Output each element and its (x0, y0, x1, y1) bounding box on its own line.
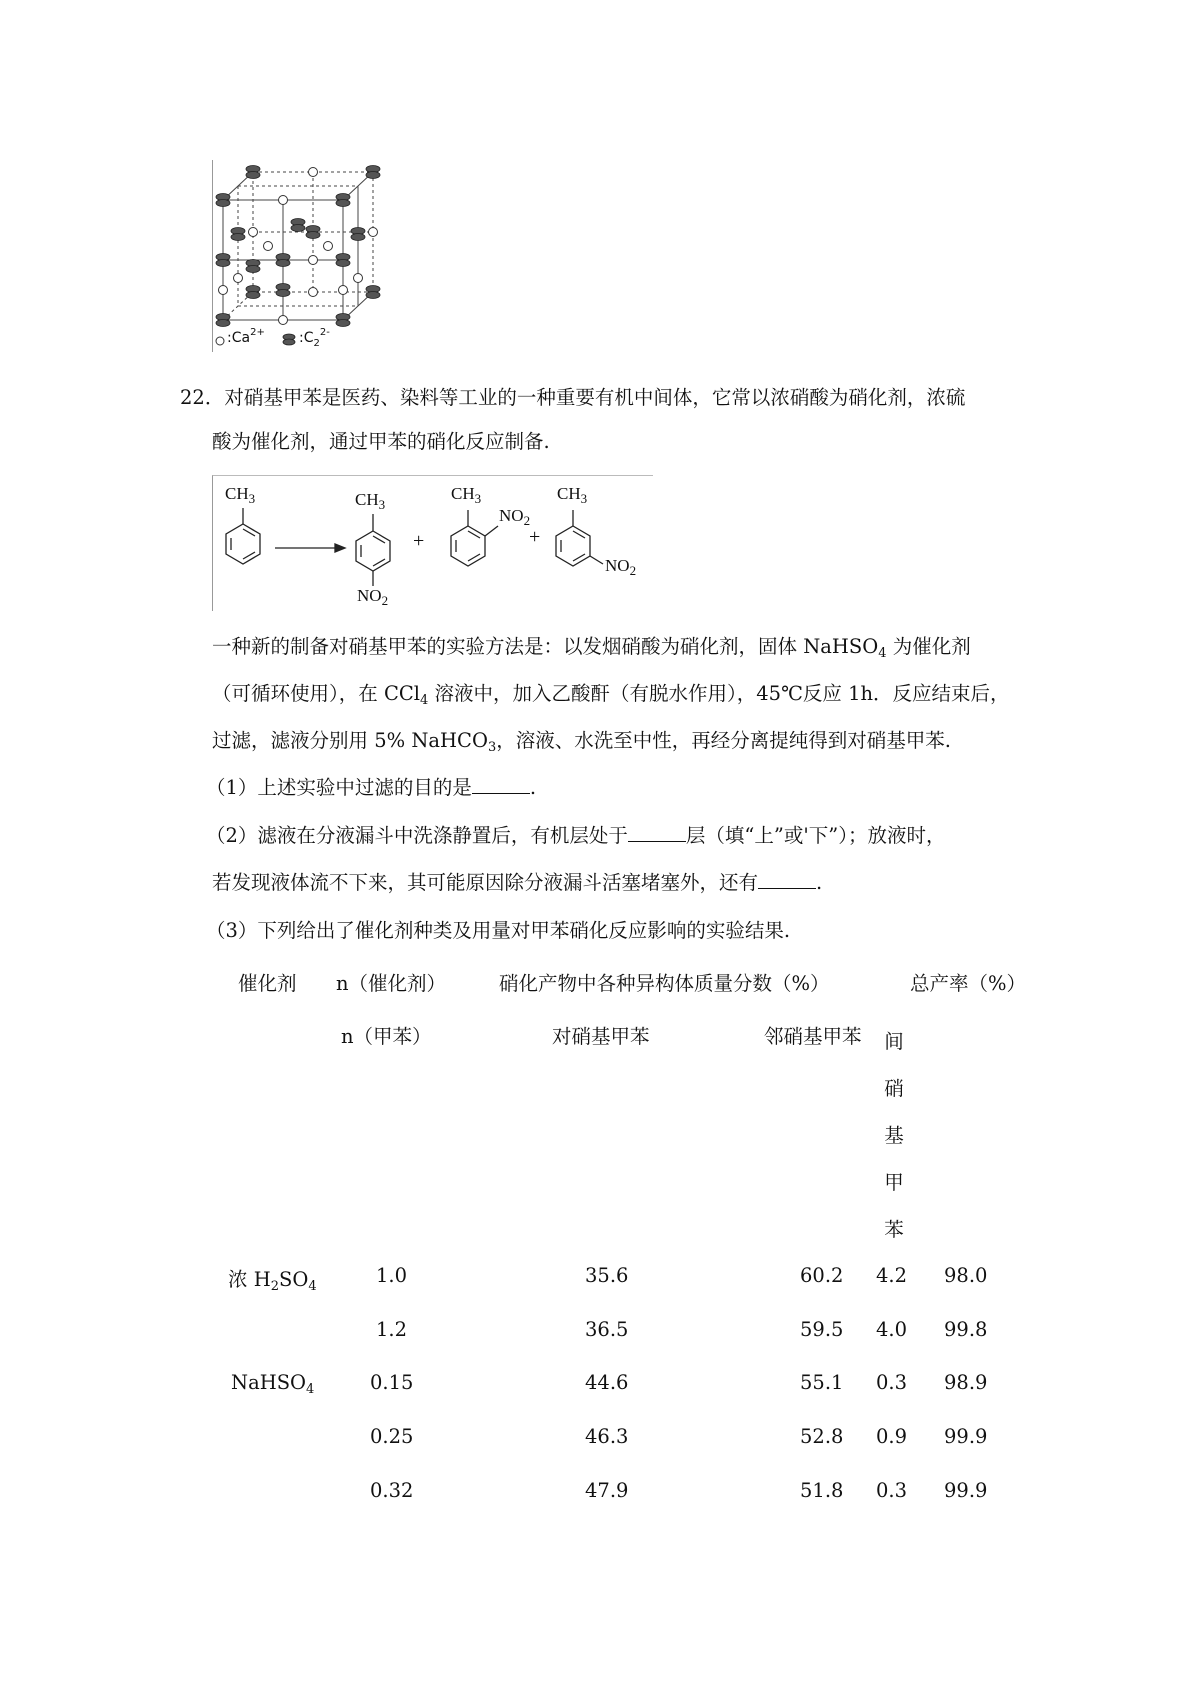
subquestion-3: （3）下列给出了催化剂种类及用量对甲苯硝化反应影响的实验结果. (206, 919, 791, 942)
header-isomer-fraction: 硝化产物中各种异构体质量分数（%） (499, 972, 830, 995)
table-row-2-ortho: 55.1 (800, 1371, 844, 1394)
header-meta: 间 硝 基 甲 苯 (884, 1030, 904, 1241)
catalyst-nahso4: NaHSO$_4$ (231, 1371, 315, 1397)
subquestion-2-line1: （2）滤液在分液漏斗中洗涤静置后，有机层处于 层（填“上”或'下”）；放液时， (206, 824, 946, 847)
table-row-4-para: 47.9 (585, 1479, 629, 1502)
method-line1: 一种新的制备对硝基甲苯的实验方法是：以发烟硝酸为硝化剂，固体 NaHSO$_4$ 为催化剂 (212, 635, 971, 661)
answer-blank-2[interactable] (628, 823, 686, 842)
table-row-0-para: 35.6 (585, 1264, 629, 1287)
header-ratio-bottom: n（甲苯） (341, 1025, 432, 1048)
header-catalyst: 催化剂 (238, 972, 297, 995)
method-line2: （可循环使用），在 CCl$_4$ 溶液中，加入乙酸酐（有脱水作用），45℃反应 1h．反应结束后， (212, 682, 1010, 708)
table-row-2-meta: 0.3 (876, 1371, 908, 1394)
meta-no2-label: $NO_2$ (605, 556, 637, 578)
toluene-ch3-label: $CH_3$ (225, 484, 256, 506)
ortho-no2-label: $NO_2$ (499, 506, 531, 528)
meta-ch3-label: $CH_3$ (557, 484, 588, 506)
para-ch3-label: $CH_3$ (355, 490, 386, 512)
table-row-0-ortho: 60.2 (800, 1264, 844, 1287)
ortho-ch3-label: $CH_3$ (451, 484, 482, 506)
table-row-0-total: 98.0 (944, 1264, 988, 1287)
table-row-4-meta: 0.3 (876, 1479, 908, 1502)
table-row-4-ortho: 51.8 (800, 1479, 844, 1502)
answer-blank-3[interactable] (758, 870, 816, 889)
table-row-4-ratio: 0.32 (370, 1479, 414, 1502)
table-row-1-para: 36.5 (585, 1318, 629, 1341)
header-para: 对硝基甲苯 (552, 1025, 650, 1048)
crystal-lattice-diagram (213, 160, 403, 352)
table-row-1-total: 99.8 (944, 1318, 988, 1341)
table-row-3-total: 99.9 (944, 1425, 988, 1448)
question-number: 22． (180, 386, 225, 409)
legend-carbide: $:C_2^{2-}$ (299, 327, 330, 349)
header-total-yield: 总产率（%） (910, 972, 1027, 995)
answer-blank-1[interactable] (472, 775, 530, 794)
crystal-structure-figure (212, 160, 403, 352)
para-no2-label: $NO_2$ (357, 586, 389, 608)
table-row-2-para: 44.6 (585, 1371, 629, 1394)
table-row-3-para: 46.3 (585, 1425, 629, 1448)
table-row-2-total: 98.9 (944, 1371, 988, 1394)
table-row-0-ratio: 1.0 (376, 1264, 408, 1287)
table-row-3-meta: 0.9 (876, 1425, 908, 1448)
subquestion-2-line2: 若发现液体流不下来，其可能原因除分液漏斗活塞堵塞外，还有 . (212, 871, 823, 894)
table-row-4-total: 99.9 (944, 1479, 988, 1502)
method-line3: 过滤，滤液分别用 5% NaHCO$_3$，溶液、水洗至中性，再经分离提纯得到对硝基甲苯. (212, 729, 951, 755)
table-row-2-ratio: 0.15 (370, 1371, 414, 1394)
header-ortho: 邻硝基甲苯 (764, 1025, 862, 1048)
catalyst-h2so4: 浓 $H_2SO_4$ (228, 1268, 317, 1294)
table-row-1-meta: 4.0 (876, 1318, 908, 1341)
nitration-reaction-figure (212, 475, 653, 611)
header-ratio-top: n（催化剂） (336, 972, 447, 995)
plus-sign-2: + (529, 526, 541, 548)
subquestion-1: （1）上述实验中过滤的目的是 . (206, 776, 537, 799)
plus-sign-1: + (413, 530, 425, 552)
table-row-1-ratio: 1.2 (376, 1318, 408, 1341)
table-row-1-ortho: 59.5 (800, 1318, 844, 1341)
table-row-3-ortho: 52.8 (800, 1425, 844, 1448)
table-row-0-meta: 4.2 (876, 1264, 908, 1287)
question-intro-line2: 酸为催化剂，通过甲苯的硝化反应制备. (212, 430, 550, 453)
table-row-3-ratio: 0.25 (370, 1425, 414, 1448)
legend-calcium: $:Ca^{2+}$ (227, 327, 265, 346)
question-intro-line1: 22．对硝基甲苯是医药、染料等工业的一种重要有机中间体，它常以浓硝酸为硝化剂，浓硫 (180, 386, 966, 409)
